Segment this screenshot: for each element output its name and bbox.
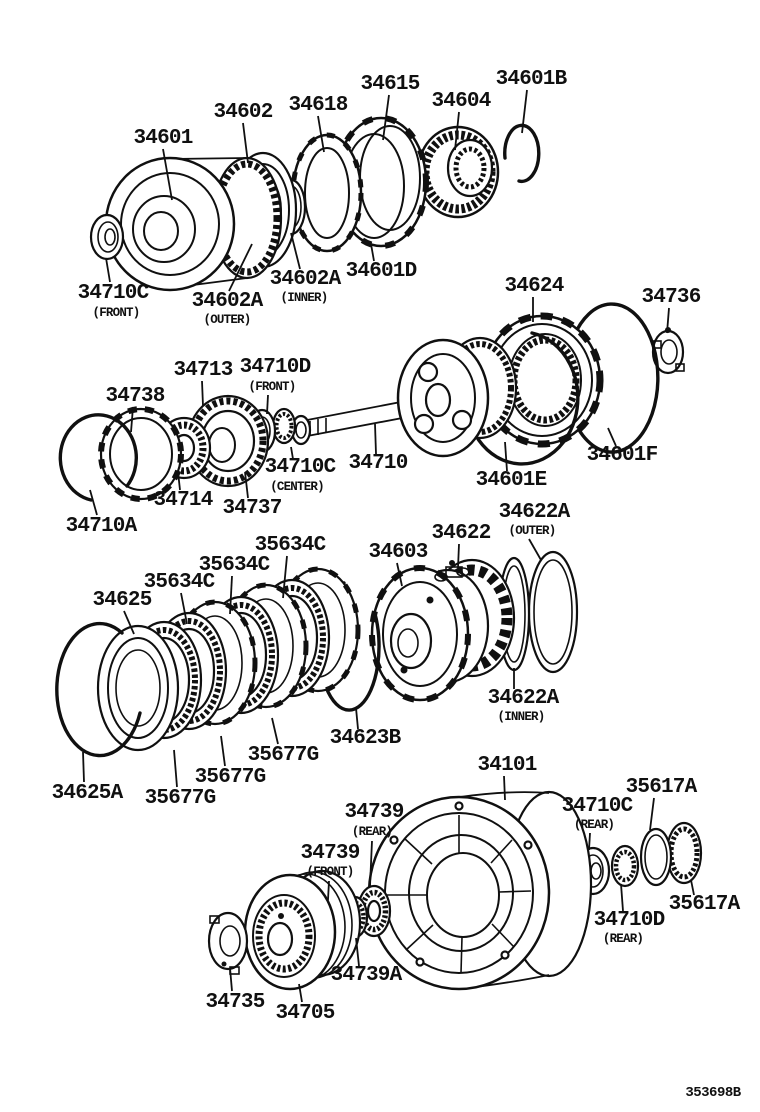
leader-line — [375, 424, 376, 454]
part-label-34710: 34710 — [348, 452, 408, 475]
part-label-34739-rear: 34739 — [344, 801, 404, 824]
leader-line — [83, 752, 84, 782]
plate-34735 — [209, 913, 247, 974]
leader-line — [504, 776, 505, 800]
bearing-34710d-front — [273, 409, 295, 443]
part-label-35677g-2: 35677G — [194, 766, 266, 789]
leader-line — [371, 244, 374, 261]
part-label-34710c-front: 34710C — [77, 282, 149, 305]
part-label-34710c-center: 34710C — [264, 456, 336, 479]
leader-line — [267, 395, 268, 414]
oil-seal-34710c-front — [91, 215, 123, 259]
part-label-34713: 34713 — [173, 359, 233, 382]
part-label-34602: 34602 — [213, 101, 273, 124]
part-label-34602a-inner: 34602A — [269, 268, 341, 291]
part-label-34625: 34625 — [92, 589, 152, 612]
leader-line — [621, 884, 623, 911]
part-label-35677g-1: 35677G — [144, 787, 216, 810]
part-label-34601: 34601 — [133, 127, 193, 150]
part-label-34101: 34101 — [477, 754, 537, 777]
part-label-34622a-outer: 34622A — [498, 501, 570, 524]
part-label-34622a-inner-qualifier: (INNER) — [497, 710, 545, 724]
leader-line — [356, 708, 358, 729]
part-label-34602a-outer: 34602A — [191, 290, 263, 313]
part-label-34710a: 34710A — [65, 515, 137, 538]
part-label-34710d-front: 34710D — [239, 356, 311, 379]
part-label-34710c-front-qualifier: (FRONT) — [92, 306, 140, 320]
part-label-35617a-2: 35617A — [668, 893, 740, 916]
part-label-34622a-inner: 34622A — [487, 687, 559, 710]
part-label-34710d-rear: 34710D — [593, 909, 665, 932]
leader-line — [230, 968, 232, 991]
part-label-34710c-rear: 34710C — [561, 795, 633, 818]
part-label-34739-front: 34739 — [300, 842, 360, 865]
part-label-34710c-center-qualifier: (CENTER) — [270, 480, 324, 494]
part-label-34624: 34624 — [504, 275, 564, 298]
o-ring-34622a-outer — [529, 552, 577, 672]
part-label-34615: 34615 — [360, 73, 420, 96]
part-label-34603: 34603 — [368, 541, 428, 564]
leader-line — [328, 881, 329, 900]
part-label-34735: 34735 — [205, 991, 265, 1014]
part-label-35677g-3: 35677G — [247, 744, 319, 767]
leader-line — [529, 539, 541, 560]
leader-line — [505, 442, 507, 471]
snap-ring-34601b — [505, 125, 539, 181]
part-label-34710c-rear-qualifier: (REAR) — [573, 818, 615, 832]
clutch-assembly-34603 — [372, 560, 514, 700]
gear-34604 — [418, 127, 498, 217]
part-label-34622a-outer-qualifier: (OUTER) — [508, 524, 556, 538]
part-label-34604: 34604 — [431, 90, 491, 113]
part-label-34710d-rear-qualifier: (REAR) — [602, 932, 644, 946]
part-label-34625a: 34625A — [51, 782, 123, 805]
part-label-34601e: 34601E — [475, 469, 547, 492]
part-label-34739a: 34739A — [330, 964, 402, 987]
part-label-34602a-outer-qualifier: (OUTER) — [203, 313, 251, 327]
ring-35617a-front — [641, 829, 671, 885]
clutch-drum-34601 — [106, 158, 281, 290]
part-label-34601d: 34601D — [345, 260, 417, 283]
leader-line — [589, 833, 590, 850]
part-label-34714: 34714 — [153, 489, 213, 512]
leader-line — [291, 233, 300, 269]
part-label-34601f: 34601F — [586, 444, 658, 467]
part-label-35634c-3: 35634C — [254, 534, 326, 557]
figure-number: 353698B — [685, 1085, 741, 1101]
part-label-34736: 34736 — [641, 286, 701, 309]
leader-line — [458, 544, 459, 568]
leader-line — [272, 718, 278, 744]
part-label-34602a-inner-qualifier: (INNER) — [280, 291, 328, 305]
planetary-shaft-34710 — [297, 338, 516, 456]
part-label-35617a-1: 35617A — [625, 776, 697, 799]
leader-line — [90, 490, 97, 515]
part-label-34601b: 34601B — [495, 68, 567, 91]
leader-line — [174, 750, 177, 787]
part-label-34705: 34705 — [275, 1002, 335, 1025]
leader-line — [221, 736, 225, 766]
part-label-34622: 34622 — [431, 522, 491, 545]
ring-35617a-rear — [667, 823, 701, 883]
leader-line — [106, 258, 110, 282]
part-label-34739-rear-qualifier: (REAR) — [351, 825, 393, 839]
pressure-plate-34625 — [98, 626, 178, 750]
ring-gear-34738 — [101, 409, 181, 499]
part-label-34618: 34618 — [288, 94, 348, 117]
part-label-34710d-front-qualifier: (FRONT) — [248, 380, 296, 394]
part-label-34737: 34737 — [222, 497, 282, 520]
leader-line — [202, 381, 203, 406]
bearing-34710d-rear — [612, 846, 638, 886]
part-label-34739-front-qualifier: (FRONT) — [306, 865, 354, 879]
part-label-35634c-1: 35634C — [143, 571, 215, 594]
part-label-35634c-2: 35634C — [198, 554, 270, 577]
part-label-34738: 34738 — [105, 385, 165, 408]
leader-line — [650, 798, 654, 830]
part-label-34623b: 34623B — [329, 727, 401, 750]
